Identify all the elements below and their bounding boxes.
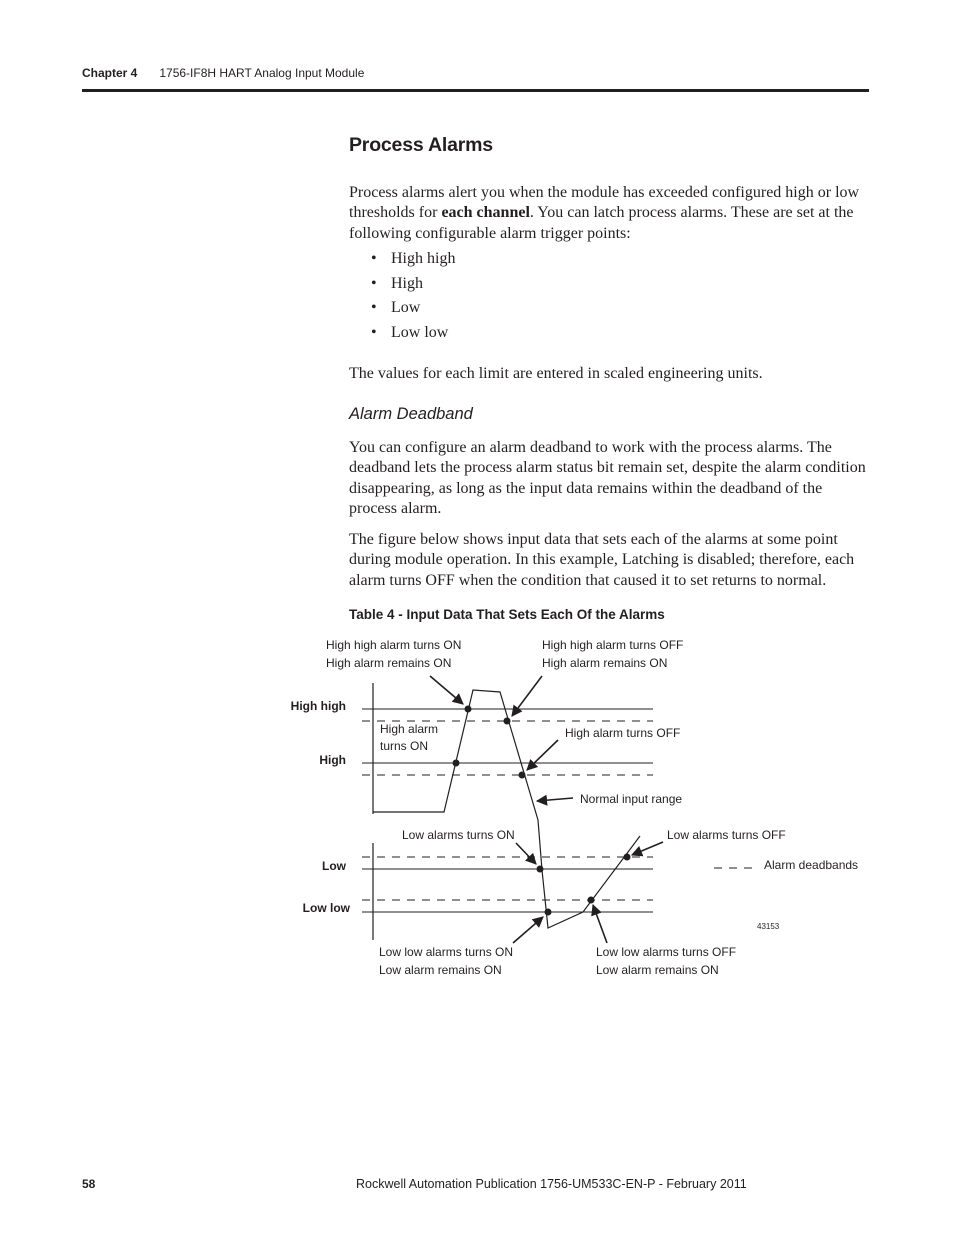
bullet-icon: • [371, 299, 377, 317]
annotation-text: High alarm turns OFF [565, 726, 681, 740]
annotation-text: Low alarms turns OFF [667, 828, 786, 842]
page-number: 58 [82, 1177, 96, 1191]
high-on-point [453, 760, 460, 767]
high-high-on-point [465, 706, 472, 713]
annotation-text: High alarm [380, 722, 439, 736]
low-low-off-point [588, 897, 595, 904]
chapter-label: Chapter 4 [82, 66, 138, 80]
annotation-text: Low low alarms turns ON [379, 945, 514, 959]
level-label: High high [290, 699, 346, 713]
annotation-text: High alarm remains ON [542, 656, 668, 670]
level-label: Low low [302, 901, 350, 915]
arrow-icon [512, 676, 542, 716]
annotation-text: Low alarms turns ON [402, 828, 515, 842]
publication-info: Rockwell Automation Publication 1756-UM533C-EN-P - February 2011 [356, 1177, 747, 1191]
annotation-text: High high alarm turns OFF [542, 638, 684, 652]
figure-id: 43153 [757, 922, 780, 931]
table-caption: Table 4 - Input Data That Sets Each Of the Alarms [349, 607, 665, 622]
level-label: Low [322, 859, 346, 873]
annotation-text: Low alarm remains ON [596, 963, 719, 977]
annotation-text: High alarm remains ON [326, 656, 452, 670]
annotation-text: Low alarm remains ON [379, 963, 502, 977]
intro-text-start: Process alarms alert you when the module has exceeded configured high or low thresholds for [349, 184, 860, 222]
low-on-point [537, 866, 544, 873]
chapter-title: 1756-IF8H HART Analog Input Module [159, 66, 365, 80]
arrow-icon [430, 676, 463, 704]
high-high-off-point [504, 718, 511, 725]
list-item-text: Low low [391, 324, 449, 342]
annotation-text: Low low alarms turns OFF [596, 945, 737, 959]
low-low-on-point [545, 909, 552, 916]
list-item-text: Low [391, 299, 421, 317]
deadband-paragraph: You can configure an alarm deadband to work with the process alarms. The deadband lets the process alarm status bit remain set, despite the alarm condition disappearing, as long as the input data remains within the deadband of the process alarm. [349, 439, 866, 517]
low-off-point [624, 854, 631, 861]
annotation-text: Normal input range [580, 792, 683, 806]
figure-intro-paragraph: The figure below shows input data that sets each of the alarms at some point during module operation. In this example, Latching is disabled; therefore, each alarm turns OFF when the condition that caused it to set returns to normal. [349, 531, 855, 589]
bullet-icon: • [371, 250, 377, 267]
annotation-text: High high alarm turns ON [326, 638, 462, 652]
arrow-icon [537, 798, 573, 801]
bullet-icon: • [371, 274, 377, 292]
legend-text: Alarm deadbands [764, 858, 859, 872]
intro-bold-text: each channel [441, 204, 530, 222]
arrow-icon [516, 843, 536, 864]
list-item-text: High [391, 274, 423, 292]
annotation-text: turns ON [380, 739, 429, 753]
arrow-icon [593, 905, 607, 943]
list-item-text: High high [391, 250, 456, 267]
level-label: High [319, 753, 346, 767]
units-note: The values for each limit are entered in scaled engineering units. [349, 365, 763, 382]
arrow-icon [632, 842, 663, 855]
subheading: Alarm Deadband [349, 405, 473, 423]
bullet-icon: • [371, 324, 377, 342]
high-off-point [519, 772, 526, 779]
arrow-icon [527, 740, 558, 770]
arrow-icon [513, 917, 543, 943]
section-title: Process Alarms [349, 134, 493, 156]
intro-text-end: . You can latch process alarms. These are set at the following configurable alarm trigger points: [349, 204, 854, 242]
